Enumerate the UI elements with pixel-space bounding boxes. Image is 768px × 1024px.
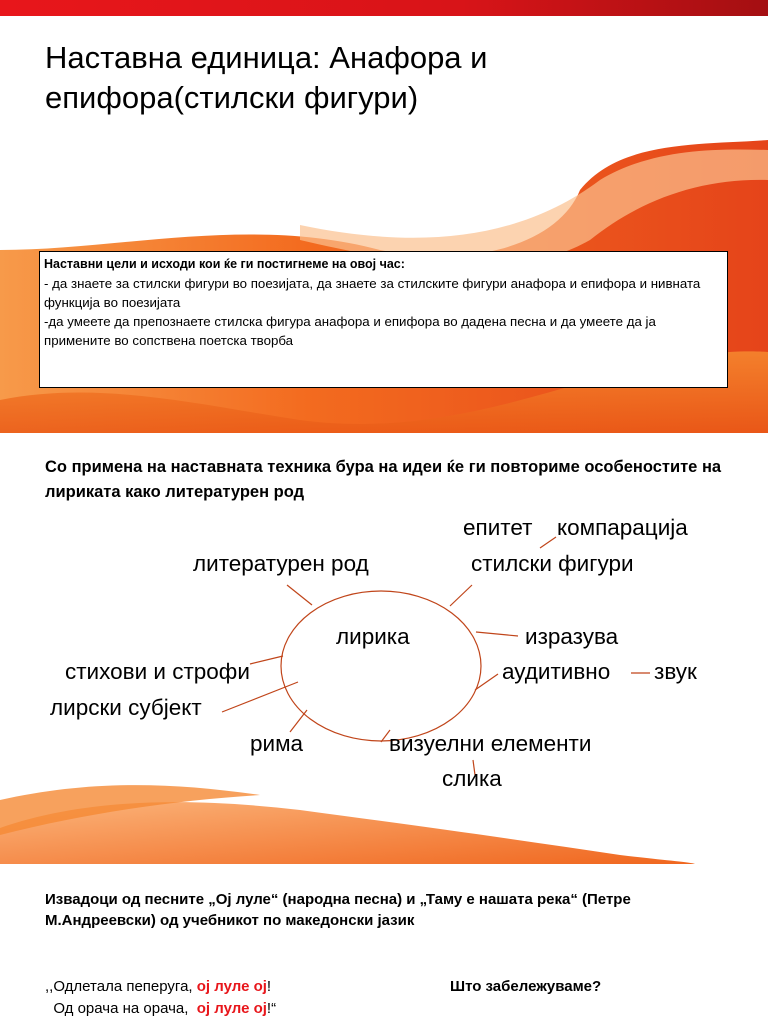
- poem-line-2-end: !“: [266, 1000, 277, 1017]
- mind-map-center-lirika: лирика: [336, 624, 410, 649]
- poem-line-1-text: ,,Одлетала пеперуга,: [45, 978, 197, 995]
- poem-line-2-text: Од орача на орача,: [45, 1000, 197, 1017]
- mind-map-word-slika: слика: [442, 766, 502, 791]
- learning-goal-2: -да умеете да препознаете стилска фигура анафора и епифора во дадена песна и да умеете да ја примените во сопствена поетска творба: [44, 314, 656, 348]
- excerpts-intro-text: Извадоци од песните „Ој луле“ (народна песна) и „Таму е нашата река“ (Петре М.Андреевски) од учебникот по македонски јазик: [45, 891, 631, 929]
- learning-goals-heading: Наставни цели и исходи кои ќе ги постигнеме на овој час:: [44, 257, 405, 271]
- mind-map-word-komparacija: компарација: [557, 515, 688, 540]
- learning-goal-1: - да знаете за стилски фигури во поезијата, да знаете за стилските фигури анафора и епифора и нивната функција во поезијата: [44, 276, 701, 310]
- poem-line-2-refrain: ој луле ој: [196, 1000, 267, 1017]
- mind-map-word-literaturen-rod: литературен род: [193, 551, 369, 576]
- mind-map-word-lirski-subjekt: лирски субјект: [50, 695, 202, 720]
- mind-map-word-stilski-figuri: стилски фигури: [471, 551, 634, 576]
- poem-line-1-refrain: ој луле ој: [196, 978, 267, 995]
- mind-map-word-izrazuva: изразува: [525, 624, 619, 649]
- mind-map-word-auditivno: аудитивно: [502, 659, 611, 684]
- brainstorm-intro-text: Со примена на наставната техника бура на идеи ќе ги повториме особеностите на лириката како литературен род: [45, 458, 722, 501]
- page-title: Наставна единица: Анафора и епифора(стилски фигури): [45, 40, 488, 115]
- learning-goals-box: [39, 251, 728, 388]
- mind-map-word-zvuk: звук: [654, 659, 697, 684]
- mind-map-word-vizuelni-elementi: визуелни елементи: [389, 731, 592, 756]
- mind-map-word-stihovi-strofi: стихови и строфи: [65, 659, 250, 684]
- poem-line-1: [45, 977, 271, 997]
- poem-line-1-end: !: [266, 978, 272, 995]
- poem-line-2: [45, 999, 276, 1019]
- mind-map-word-rima: рима: [250, 731, 304, 756]
- reflection-question: Што забележуваме?: [450, 978, 602, 995]
- mind-map-word-epitet: епитет: [463, 515, 533, 540]
